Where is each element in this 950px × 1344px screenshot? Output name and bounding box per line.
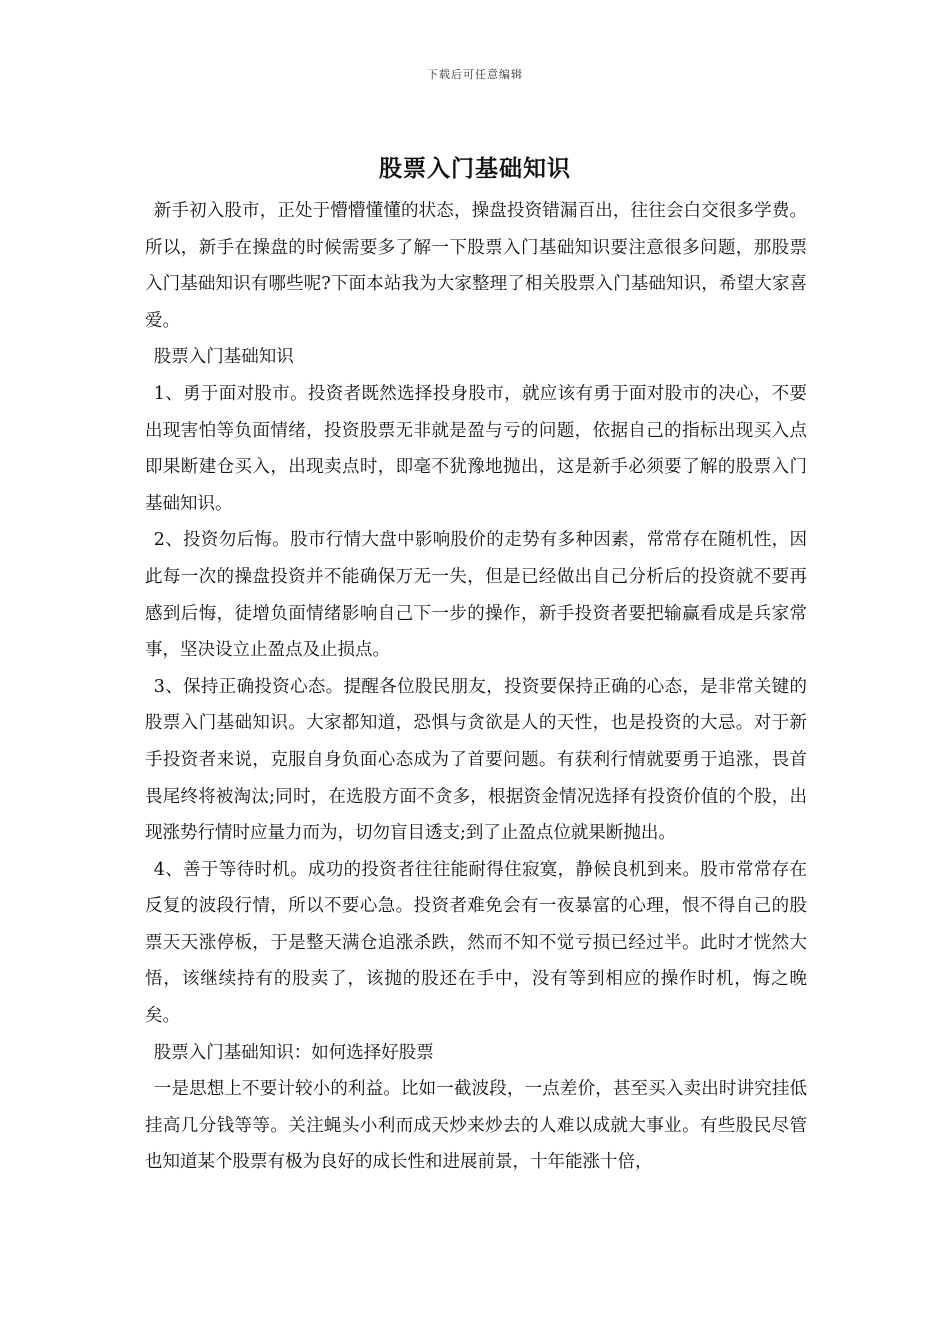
document-title: 股票入门基础知识 <box>379 155 571 182</box>
paragraph-point-3: 3、保持正确投资心态。提醒各位股民朋友，投资要保持正确的心态，是非常关键的股票入门基础知识。大家都知道，恐惧与贪欲是人的天性，也是投资的大忌。对于新手投资者来说，克服自身负面心态成为了首要问题。有获利行情就要勇于追涨，畏首畏尾终将被淘汰;同时，在选股方面不贪多，根据资金情况选择有投资价值的个股，出现涨势行情时应量力而为，切勿盲目透支;到了止盈点位就果断抛出。 <box>145 676 807 844</box>
header-note: 下载后可任意编辑 <box>427 68 523 81</box>
paragraph-choose-1: 一是思想上不要计较小的利益。比如一截波段，一点差价，甚至买入卖出时讲究挂低挂高几分钱等等。关注蝇头小利而成天炒来炒去的人难以成就大事业。有些股民尽管也知道某个股票有极为良好的成长性和进展前景，十年能涨十倍， <box>145 1079 807 1173</box>
paragraph-point-4: 4、善于等待时机。成功的投资者往往能耐得住寂寞，静候良机到来。股市常常存在反复的波段行情，所以不要心急。投资者难免会有一夜暴富的心理，恨不得自己的股票天天涨停板，于是整天满仓追涨杀跌，然而不知不觉亏损已经过半。此时才恍然大悟，该继续持有的股卖了，该抛的股还在手中，没有等到相应的操作时机，悔之晚矣。 <box>145 859 807 1027</box>
section-heading-basics: 股票入门基础知识 <box>153 347 294 368</box>
document-body <box>145 193 807 1181</box>
paragraph-intro: 新手初入股市，正处于懵懵懂懂的状态，操盘投资错漏百出，往往会白交很多学费。所以，新手在操盘的时候需要多了解一下股票入门基础知识要注意很多问题，那股票入门基础知识有哪些呢?下面本站我为大家整理了相关股票入门基础知识，希望大家喜爱。 <box>145 201 807 331</box>
section-heading-choose-stock: 股票入门基础知识：如何选择好股票 <box>153 1042 434 1063</box>
paragraph-point-1: 1、勇于面对股市。投资者既然选择投身股市，就应该有勇于面对股市的决心，不要出现害怕等负面情绪，投资股票无非就是盈与亏的问题，依据自己的指标出现买入点即果断建仓买入，出现卖点时，即毫不犹豫地抛出，这是新手必须要了解的股票入门基础知识。 <box>145 383 807 514</box>
paragraph-point-2: 2、投资勿后悔。股市行情大盘中影响股价的走势有多种因素，常常存在随机性，因此每一次的操盘投资并不能确保万无一失，但是已经做出自己分析后的投资就不要再感到后悔，徒增负面情绪影响自己下一步的操作，新手投资者要把输赢看成是兵家常事，坚决设立止盈点及止损点。 <box>145 530 807 661</box>
